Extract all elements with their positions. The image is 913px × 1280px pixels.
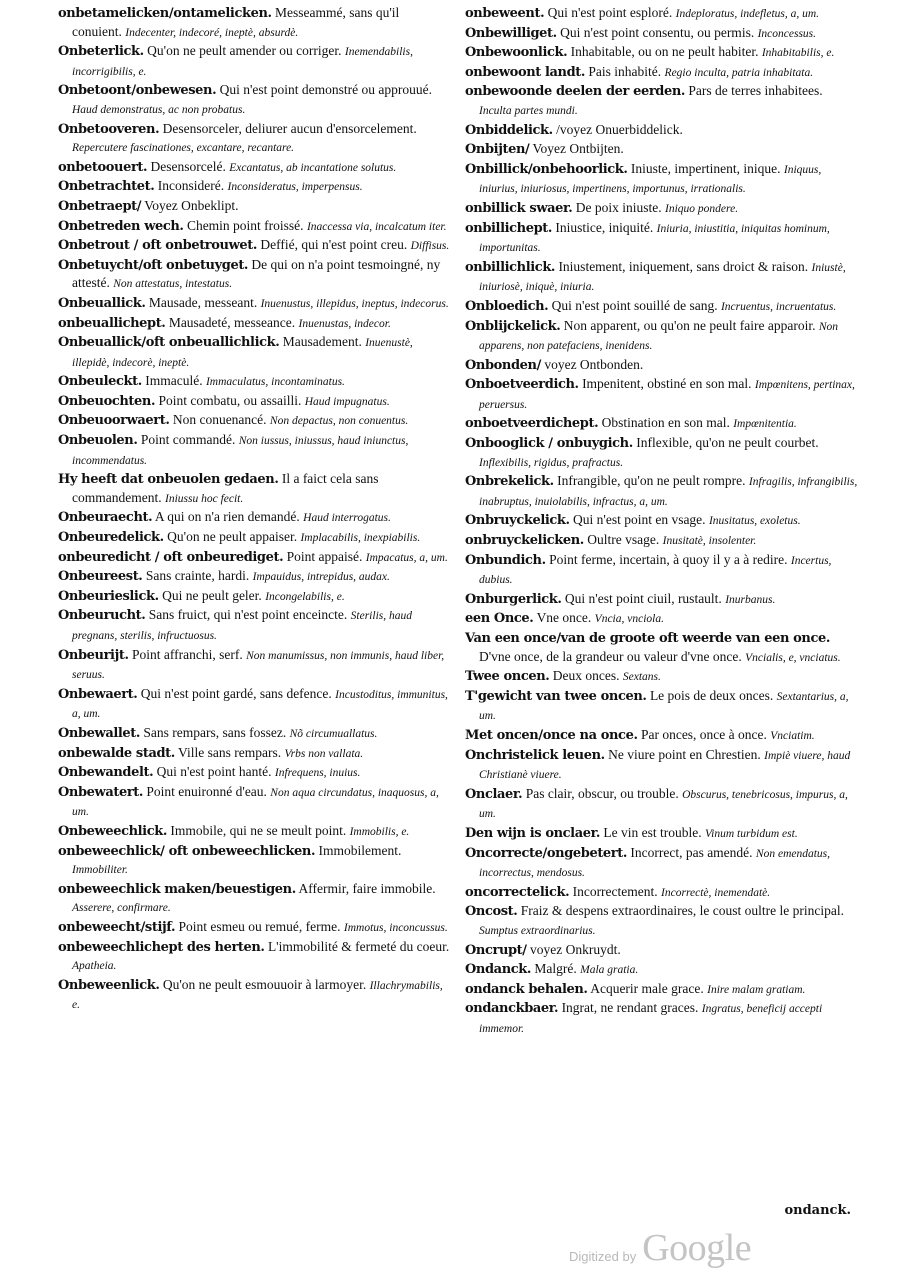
dictionary-entry — [58, 587, 451, 607]
headword: Onbetoont/onbewesen. — [58, 83, 217, 99]
french-definition: Point appaisé. — [286, 548, 363, 564]
google-logo: Google — [642, 1227, 752, 1269]
dictionary-entry — [465, 726, 858, 746]
french-definition: Ne viure point en Chrestien. — [608, 746, 761, 762]
french-definition: Inflexible, qu'on ne peult courbet. — [636, 435, 819, 451]
latin-equivalent: Obscurus, tenebricosus, impurus, a, um. — [479, 788, 848, 821]
french-definition: Voyez Onbeklipt. — [144, 197, 239, 213]
dictionary-entry — [58, 763, 451, 783]
watermark-label: Digitized by — [569, 1249, 637, 1264]
french-definition: Le vin est trouble. — [603, 824, 702, 840]
right-column — [465, 4, 858, 1204]
french-definition: Infrangible, qu'on ne peult rompre. — [557, 473, 746, 489]
headword: T'gewicht van twee oncen. — [465, 688, 647, 704]
dictionary-entry — [58, 470, 451, 508]
french-definition: Qui n'est point demonstré ou approuué. — [219, 82, 432, 98]
dictionary-entry — [465, 297, 858, 317]
headword: Onbetrachtet. — [58, 179, 155, 195]
headword: Onbundich. — [465, 552, 546, 568]
headword: onbeweechlick/ oft onbeweechlicken. — [58, 843, 316, 859]
dictionary-entry — [58, 294, 451, 314]
french-definition: Non conuenancé. — [172, 412, 267, 428]
latin-equivalent: Impiè viuere, haud Christianè viuere. — [479, 749, 851, 782]
latin-equivalent: Impacatus, a, um. — [365, 551, 448, 564]
headword: Onbiddelick. — [465, 122, 553, 138]
latin-equivalent: Vncialis, e, vnciatus. — [745, 651, 841, 664]
french-definition: Point affranchi, serf. — [132, 646, 243, 662]
latin-equivalent: Non attestatus, intestatus. — [113, 278, 233, 291]
french-definition: Qui ne peult geler. — [162, 587, 262, 603]
dictionary-entry — [58, 411, 451, 431]
headword: Onbeuredelick. — [58, 530, 164, 546]
french-definition: L'immobilité & fermeté du coeur. — [267, 938, 450, 954]
french-definition: Desensorceler, deliurer aucun d'ensorcelement. — [162, 120, 417, 136]
dictionary-entry — [465, 317, 858, 356]
french-definition: Iniuste, impertinent, inique. — [630, 160, 781, 176]
dictionary-entry — [58, 158, 451, 178]
headword: onboetveerdichept. — [465, 416, 599, 432]
headword: onbeweecht/stijf. — [58, 919, 176, 935]
latin-equivalent: Haud demonstratus, ac non probatus. — [72, 103, 246, 116]
headword: Onbeuallick. — [58, 295, 146, 311]
french-definition: voyez Onkruydt. — [530, 941, 621, 957]
headword: Onbeuleckt. — [58, 374, 142, 390]
french-definition: Deffié, qui n'est point creu. — [260, 237, 408, 253]
french-definition: Point commandé. — [140, 432, 236, 448]
dictionary-entry — [58, 724, 451, 744]
french-definition: Point combatu, ou assailli. — [158, 392, 302, 408]
digitized-by-google-watermark — [569, 1226, 751, 1270]
latin-equivalent: Ingratus, beneficij accepti immemor. — [479, 1003, 823, 1035]
headword: Onbeurucht. — [58, 608, 146, 624]
headword: onbeuredicht / oft onbeurediget. — [58, 549, 284, 565]
headword: Oncost. — [465, 904, 518, 920]
dictionary-entry — [465, 883, 858, 903]
french-definition: De poix iniuste. — [575, 199, 662, 215]
dictionary-entry — [58, 528, 451, 548]
latin-equivalent: Sumptus extraordinarius. — [479, 924, 596, 937]
headword: onbewalde stadt. — [58, 745, 175, 761]
dictionary-entry — [58, 783, 451, 822]
headword: Onbeurijt. — [58, 647, 129, 663]
latin-equivalent: Inaccessa via, incalcatum iter. — [306, 220, 447, 233]
dictionary-entry — [58, 606, 451, 645]
french-definition: Sans crainte, hardi. — [145, 568, 250, 584]
headword: Onbeweenlick. — [58, 977, 160, 993]
latin-equivalent: Non manumissus, non immunis, haud liber, seruus. — [72, 649, 445, 682]
latin-equivalent: Infrequens, inuius. — [274, 767, 361, 780]
latin-equivalent: Implacabilis, inexpiabilis. — [300, 532, 421, 545]
headword: onbetoouert. — [58, 159, 148, 175]
dictionary-entry — [465, 844, 858, 883]
french-definition: Qu'on ne peult appaiser. — [167, 529, 298, 545]
latin-equivalent: Vncia, vnciola. — [594, 613, 664, 626]
french-definition: Ville sans rempars. — [178, 744, 282, 760]
headword: Onbeuraecht. — [58, 510, 153, 526]
french-definition: Qui n'est point gardé, sans defence. — [140, 685, 332, 701]
headword: Onbetraept/ — [58, 198, 142, 214]
french-definition: Qu'on ne peult amender ou corriger. — [147, 43, 342, 59]
headword: Onboetveerdich. — [465, 377, 579, 393]
dictionary-entry — [58, 508, 451, 528]
french-definition: Fraiz & despens extraordinaires, le coust oultre le principal. — [520, 903, 844, 919]
french-definition: Messeammé, sans qu'il conuient. — [72, 5, 400, 39]
dictionary-entry — [465, 629, 858, 667]
headword: Onburgerlick. — [465, 591, 562, 607]
french-definition: Immobilement. — [318, 842, 402, 858]
catchword: ondanck. — [784, 1203, 851, 1218]
french-definition: Sans fruict, qui n'est point enceincte. — [148, 607, 348, 623]
french-definition: A qui on n'a rien demandé. — [154, 509, 300, 525]
dictionary-entry — [465, 121, 858, 141]
latin-equivalent: Sterilis, haud pregnans, sterilis, infructuosus. — [72, 610, 412, 642]
dictionary-entry — [465, 414, 858, 434]
latin-equivalent: Inemendabilis, incorrigibilis, e. — [72, 46, 413, 78]
headword: Onbloedich. — [465, 298, 549, 314]
headword: onbillichlick. — [465, 259, 556, 275]
french-definition: Mausadeté, messeance. — [168, 314, 296, 330]
dictionary-entry — [465, 941, 858, 961]
latin-equivalent: Iniquus, iniurius, iniuriosus, impertinens, importunus, irrationalis. — [479, 163, 822, 196]
headword: onbillichept. — [465, 220, 553, 236]
dictionary-entry — [58, 918, 451, 938]
headword: een Once. — [465, 611, 534, 627]
headword: Onbillick/onbehoorlick. — [465, 161, 628, 177]
french-definition: Immobile, qui ne se meult point. — [170, 822, 347, 838]
french-definition: Desensorcelé. — [150, 158, 226, 174]
latin-equivalent: Non apparens, non patefaciens, inenidens. — [479, 320, 839, 353]
french-definition: Inhabitable, ou on ne peult habiter. — [570, 44, 759, 60]
french-definition: Qu'on ne peult esmouuoir à larmoyer. — [162, 976, 367, 992]
dictionary-page — [58, 4, 858, 1204]
headword: Onchristelick leuen. — [465, 747, 605, 763]
french-definition: Incorrectement. — [572, 883, 658, 899]
dictionary-entry — [58, 431, 451, 470]
latin-equivalent: Impœnitentia. — [733, 418, 797, 431]
dictionary-entry — [58, 822, 451, 842]
latin-equivalent: Inuenustus, illepidus, ineptus, indecorus. — [260, 297, 449, 310]
latin-equivalent: Mala gratia. — [580, 964, 639, 977]
latin-equivalent: Regio inculta, patria inhabitata. — [664, 66, 814, 79]
headword: Onbewatert. — [58, 784, 144, 800]
dictionary-entry — [58, 880, 451, 918]
french-definition: Deux onces. — [552, 668, 620, 684]
latin-equivalent: Illachrymabilis, e. — [72, 979, 443, 1012]
dictionary-entry — [465, 356, 858, 376]
latin-equivalent: Impœnitens, pertinax, peruersus. — [479, 379, 855, 411]
dictionary-entry — [58, 256, 451, 294]
french-definition: Voyez Ontbijten. — [532, 141, 624, 157]
headword: Met oncen/once na once. — [465, 727, 638, 743]
latin-equivalent: Non depactus, non conuentus. — [269, 415, 409, 428]
french-definition: Mausade, messeant. — [148, 294, 258, 310]
dictionary-entry — [465, 219, 858, 258]
latin-equivalent: Diffisus. — [410, 240, 450, 253]
headword: oncorrectelick. — [465, 884, 570, 900]
headword: Onbeuochten. — [58, 393, 156, 409]
latin-equivalent: Inurbanus. — [725, 593, 776, 606]
headword: Onbewilliget. — [465, 25, 557, 41]
latin-equivalent: Inconsideratus, imperpensus. — [227, 181, 363, 194]
dictionary-entry — [465, 531, 858, 551]
dictionary-entry — [58, 372, 451, 392]
dictionary-entry — [58, 685, 451, 724]
dictionary-entry — [58, 333, 451, 372]
dictionary-entry — [465, 258, 858, 297]
french-definition: Immaculé. — [145, 373, 203, 389]
french-definition: Non apparent, ou qu'on ne peult faire apparoir. — [563, 317, 816, 333]
french-definition: Qui n'est point en vsage. — [573, 512, 706, 528]
dictionary-entry — [58, 236, 451, 256]
french-definition: D'vne once, de la grandeur ou valeur d'vne once. — [479, 648, 742, 664]
dictionary-entry — [465, 687, 858, 726]
dictionary-entry — [465, 667, 858, 687]
headword: Van een once/van de groote oft weerde van een once. — [465, 631, 830, 646]
latin-equivalent: Sextantarius, a, um. — [479, 690, 849, 723]
latin-equivalent: Excantatus, ab incantatione solutus. — [229, 161, 397, 174]
french-definition: Pars de terres inhabitees. — [688, 83, 823, 99]
headword: Onbeweechlick. — [58, 823, 167, 839]
dictionary-entry — [465, 590, 858, 610]
latin-equivalent: Incustoditus, immunitus, a, um. — [72, 688, 448, 721]
headword: Onbetuycht/oft onbetuyget. — [58, 257, 249, 273]
dictionary-entry — [58, 646, 451, 685]
latin-equivalent: Non iussus, iniussus, haud iniunctus, incommendatus. — [72, 435, 409, 467]
dictionary-entry — [465, 551, 858, 590]
dictionary-entry — [465, 472, 858, 511]
dictionary-entry — [465, 4, 858, 24]
french-definition: Impenitent, obstiné en son mal. — [582, 376, 752, 392]
latin-equivalent: Asserere, confirmare. — [72, 902, 171, 915]
french-definition: Iniustement, iniquement, sans droict & raison. — [558, 258, 809, 274]
headword: Den wijn is onclaer. — [465, 825, 600, 841]
headword: Onbetooveren. — [58, 121, 160, 137]
headword: onbeweent. — [465, 6, 545, 21]
headword: onbeweechlichept des herten. — [58, 939, 265, 955]
french-definition: Qui n'est point esploré. — [547, 5, 673, 20]
french-definition: Mausadement. — [282, 334, 362, 350]
french-definition: Inconsideré. — [157, 178, 225, 194]
latin-equivalent: Inuenustè, illepidè, indecorè, ineptè. — [72, 337, 413, 369]
dictionary-entry — [58, 567, 451, 587]
dictionary-entry — [465, 82, 858, 120]
latin-equivalent: Inusitatè, insolenter. — [662, 535, 757, 548]
latin-equivalent: Inusitatus, exoletus. — [708, 515, 801, 528]
dictionary-entry — [58, 197, 451, 217]
french-definition: Qui n'est point ciuil, rustault. — [564, 590, 722, 606]
latin-equivalent: Non emendatus, incorrectus, mendosus. — [479, 847, 831, 880]
headword: Onbewandelt. — [58, 765, 154, 781]
latin-equivalent: Inflexibilis, rigidus, prafractus. — [479, 456, 624, 469]
latin-equivalent: Inhabitabilis, e. — [761, 47, 835, 60]
dictionary-entry — [465, 980, 858, 1000]
headword: Onbewallet. — [58, 725, 141, 741]
latin-equivalent: Non aqua circundatus, inaquosus, a, um. — [72, 786, 439, 819]
dictionary-entry — [58, 120, 451, 158]
headword: onbeweechlick maken/beuestigen. — [58, 881, 296, 897]
french-definition: Pas clair, obscur, ou trouble. — [525, 785, 679, 801]
headword: Onbijten/ — [465, 142, 530, 158]
headword: onbewoont landt. — [465, 64, 586, 80]
latin-equivalent: Inculta partes mundi. — [479, 104, 578, 117]
french-definition: Obstination en son mal. — [601, 415, 730, 431]
dictionary-entry — [465, 199, 858, 219]
latin-equivalent: Iniuria, iniustitia, iniquitas hominum, importunitas. — [479, 222, 830, 255]
dictionary-entry — [465, 999, 858, 1038]
latin-equivalent: Infragilis, infrangibilis, inabruptus, inuiolabilis, infractus, a, um. — [479, 476, 858, 508]
latin-equivalent: Incruentus, incruentatus. — [720, 300, 837, 313]
dictionary-entry — [58, 392, 451, 412]
latin-equivalent: Iniustè, iniuriosè, iniquè, iniuria. — [479, 261, 846, 294]
dictionary-entry — [58, 81, 451, 119]
dictionary-entry — [465, 160, 858, 199]
left-column — [58, 4, 451, 1204]
dictionary-entry — [58, 938, 451, 976]
latin-equivalent: Apatheia. — [72, 960, 117, 973]
latin-equivalent: Immobilis, e. — [349, 825, 410, 838]
french-definition: Le pois de deux onces. — [649, 687, 774, 703]
headword: onbetamelicken/ontamelicken. — [58, 6, 272, 21]
french-definition: Point enuironné d'eau. — [146, 783, 267, 799]
dictionary-entry — [465, 960, 858, 980]
latin-equivalent: Incongelabilis, e. — [265, 590, 345, 603]
dictionary-entry — [58, 314, 451, 334]
headword: Oncrupt/ — [465, 942, 527, 958]
dictionary-entry — [58, 976, 451, 1015]
headword: ondanckbaer. — [465, 1001, 559, 1017]
french-definition: Iniustice, iniquité. — [555, 219, 654, 235]
french-definition: /voyez Onuerbiddelick. — [556, 121, 683, 137]
dictionary-entry — [465, 785, 858, 824]
headword: Onbrekelick. — [465, 474, 554, 490]
latin-equivalent: Inire malam gratiam. — [707, 983, 806, 996]
french-definition: Chemin point froissé. — [186, 217, 304, 233]
latin-equivalent: Incorrectè, inemendatè. — [661, 886, 771, 899]
dictionary-entry — [58, 217, 451, 237]
dictionary-entry — [58, 4, 451, 42]
headword: ondanck behalen. — [465, 981, 588, 997]
headword: Twee oncen. — [465, 669, 550, 685]
dictionary-entry — [465, 434, 858, 472]
latin-equivalent: Inconcessus. — [757, 27, 817, 40]
dictionary-entry — [58, 744, 451, 764]
latin-equivalent: Incertus, dubius. — [479, 554, 832, 587]
french-definition: Incorrect, pas amendé. — [630, 844, 753, 860]
headword: Onbooglick / onbuygich. — [465, 436, 633, 452]
french-definition: voyez Ontbonden. — [544, 356, 644, 372]
french-definition: Sans rempars, sans fossez. — [143, 724, 287, 740]
latin-equivalent: Immaculatus, incontaminatus. — [205, 376, 345, 389]
dictionary-entry — [465, 902, 858, 940]
headword: Onbewoonlick. — [465, 45, 568, 61]
dictionary-entry — [58, 177, 451, 197]
latin-equivalent: Haud impugnatus. — [304, 395, 390, 408]
headword: Onbruyckelick. — [465, 513, 570, 529]
latin-equivalent: Impauidus, intrepidus, audax. — [252, 571, 390, 584]
headword: Oncorrecte/ongebetert. — [465, 845, 627, 861]
dictionary-entry — [465, 824, 858, 844]
latin-equivalent: Vnciatim. — [770, 729, 815, 742]
french-definition: Qui n'est point consentu, ou permis. — [560, 24, 755, 40]
latin-equivalent: Indeploratus, indefletus, a, um. — [675, 8, 820, 20]
headword: Onclaer. — [465, 786, 523, 802]
headword: onbillick swaer. — [465, 200, 573, 216]
dictionary-entry — [465, 375, 858, 414]
latin-equivalent: Immobiliter. — [72, 864, 128, 877]
french-definition: Oultre vsage. — [587, 532, 660, 548]
french-definition: Point esmeu ou remué, ferme. — [178, 918, 341, 934]
french-definition: Qui n'est point hanté. — [156, 764, 272, 780]
dictionary-entry — [465, 63, 858, 83]
headword: onbewoonde deelen der eerden. — [465, 84, 686, 100]
dictionary-entry — [465, 24, 858, 44]
latin-equivalent: Repercutere fascinationes, excantare, recantare. — [72, 142, 295, 155]
french-definition: Affermir, faire immobile. — [298, 880, 436, 896]
headword: onbeuallichept. — [58, 315, 166, 331]
headword: Onbeuallick/oft onbeuallichlick. — [58, 335, 280, 351]
headword: Ondanck. — [465, 962, 531, 978]
french-definition: Acquerir male grace. — [590, 980, 704, 996]
french-definition: Par onces, once à once. — [640, 726, 767, 742]
french-definition: Malgré. — [534, 961, 577, 977]
french-definition: Point ferme, incertain, à quoy il y a à redire. — [549, 551, 788, 567]
french-definition: Qui n'est point souillé de sang. — [551, 297, 718, 313]
dictionary-entry — [465, 43, 858, 63]
latin-equivalent: Nõ circumuallatus. — [289, 727, 378, 740]
latin-equivalent: Iniussu hoc fecit. — [164, 492, 244, 505]
dictionary-entry — [465, 609, 858, 629]
dictionary-entry — [465, 511, 858, 531]
latin-equivalent: Vrbs non vallata. — [284, 747, 364, 760]
headword: Onbetrout / oft onbetrouwet. — [58, 238, 257, 254]
headword: onbruyckelicken. — [465, 533, 584, 549]
dictionary-entry — [465, 140, 858, 160]
french-definition: De qui on n'a point tesmoingné, ny attesté. — [72, 256, 441, 291]
french-definition: Il a faict cela sans commandement. — [72, 471, 379, 505]
latin-equivalent: Inuenustas, indecor. — [298, 317, 391, 330]
headword: Onbeurieslick. — [58, 588, 159, 604]
headword: Hy heeft dat onbeuolen gedaen. — [58, 472, 279, 488]
headword: Onbeureest. — [58, 569, 143, 585]
latin-equivalent: Sextans. — [622, 671, 661, 684]
latin-equivalent: Haud interrogatus. — [303, 512, 391, 525]
headword: Onbewaert. — [58, 686, 138, 702]
dictionary-entry — [465, 746, 858, 785]
headword: Onbonden/ — [465, 357, 541, 373]
dictionary-entry — [58, 842, 451, 880]
latin-equivalent: Vinum turbidum est. — [704, 827, 798, 840]
french-definition: Vne once. — [536, 610, 592, 626]
latin-equivalent: Iniquo pondere. — [665, 202, 739, 215]
latin-equivalent: Indecenter, indecoré, ineptè, absurdè. — [125, 26, 299, 39]
dictionary-entry — [58, 42, 451, 81]
headword: Onbeuoorwaert. — [58, 413, 170, 429]
headword: Onbeuolen. — [58, 433, 138, 449]
dictionary-entry — [58, 548, 451, 568]
latin-equivalent: Immotus, inconcussus. — [343, 921, 448, 934]
headword: Onbetreden wech. — [58, 218, 184, 234]
headword: Onblijckelick. — [465, 318, 561, 334]
headword: Onbeterlick. — [58, 44, 144, 60]
french-definition: Ingrat, ne rendant graces. — [561, 1000, 699, 1016]
french-definition: Pais inhabité. — [588, 63, 662, 79]
